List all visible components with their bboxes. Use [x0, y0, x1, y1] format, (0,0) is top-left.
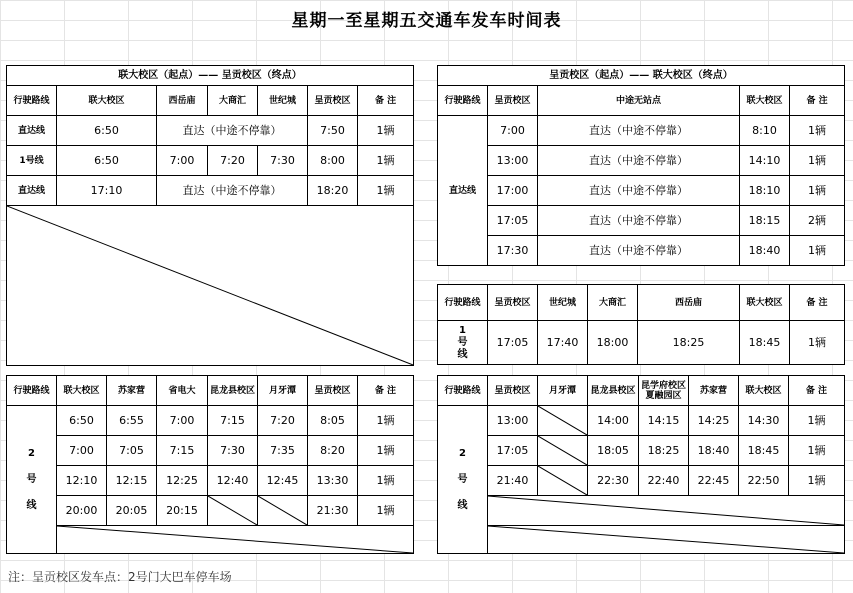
time-cell: 18:20 — [308, 176, 358, 206]
col-header: 行驶路线 — [7, 376, 57, 406]
time-cell: 7:20 — [208, 146, 258, 176]
col-header: 备 注 — [358, 86, 414, 116]
time-cell: 17:05 — [488, 206, 538, 236]
table-row — [7, 176, 414, 206]
time-cell: 20:00 — [57, 496, 107, 526]
time-cell: 7:20 — [258, 406, 308, 436]
no-stop-cell — [208, 496, 258, 526]
route-label-text: 1号线 — [457, 324, 468, 360]
col-header: 世纪城 — [258, 86, 308, 116]
vehicle-count: 1辆 — [358, 176, 414, 206]
vehicle-count: 1辆 — [358, 496, 414, 526]
route-label: 直达线 — [7, 176, 57, 206]
col-header: 备 注 — [358, 376, 414, 406]
route-label: 直达线 — [7, 116, 57, 146]
time-cell: 12:25 — [157, 466, 208, 496]
time-cell: 18:45 — [740, 321, 790, 365]
route-label-text: 2号线 — [26, 447, 37, 511]
table-row — [7, 436, 414, 466]
col-header: 行驶路线 — [438, 376, 488, 406]
time-cell: 12:40 — [208, 466, 258, 496]
time-cell: 17:30 — [488, 236, 538, 266]
table-row — [438, 146, 845, 176]
route-label-text: 2号线 — [457, 447, 468, 511]
col-header: 备 注 — [789, 376, 845, 406]
col-header: 月牙潭 — [258, 376, 308, 406]
time-cell: 22:45 — [689, 466, 739, 496]
col-header: 大商汇 — [588, 285, 638, 321]
vehicle-count: 1辆 — [789, 466, 845, 496]
time-cell: 17:10 — [57, 176, 157, 206]
time-cell: 18:25 — [638, 321, 740, 365]
empty-diagonal-cell — [488, 526, 845, 554]
route-header: 呈贡校区（起点）—— 联大校区（终点） — [438, 66, 845, 86]
time-cell: 7:05 — [107, 436, 157, 466]
table-row — [7, 146, 414, 176]
right-schedule-table — [437, 65, 845, 266]
no-stop-cell — [258, 496, 308, 526]
table-row — [438, 321, 845, 365]
direct-note: 直达（中途不停靠） — [157, 176, 308, 206]
time-cell: 17:05 — [488, 321, 538, 365]
time-cell: 21:30 — [308, 496, 358, 526]
vehicle-count: 1辆 — [790, 236, 845, 266]
route-label: 1号线 — [7, 146, 57, 176]
vehicle-count: 1辆 — [358, 406, 414, 436]
no-stop-cell — [538, 466, 588, 496]
time-cell: 8:10 — [740, 116, 790, 146]
right-line2-table — [437, 375, 845, 554]
vehicle-count: 1辆 — [790, 116, 845, 146]
col-header: 苏家营 — [107, 376, 157, 406]
route-label — [438, 406, 488, 554]
left-line2-table — [6, 375, 414, 554]
time-cell: 17:00 — [488, 176, 538, 206]
col-header: 西岳庙 — [157, 86, 208, 116]
direct-note: 直达（中途不停靠） — [538, 176, 740, 206]
time-cell: 6:55 — [107, 406, 157, 436]
time-cell: 7:00 — [157, 146, 208, 176]
col-header: 联大校区 — [739, 376, 789, 406]
col-header: 行驶路线 — [7, 86, 57, 116]
route-label — [438, 321, 488, 365]
time-cell: 22:30 — [588, 466, 639, 496]
time-cell: 14:15 — [639, 406, 689, 436]
time-cell: 18:15 — [740, 206, 790, 236]
table-row — [7, 496, 414, 526]
direct-note: 直达（中途不停靠） — [538, 146, 740, 176]
table-row — [438, 466, 845, 496]
col-header: 呈贡校区 — [308, 376, 358, 406]
table-row — [438, 436, 845, 466]
time-cell: 18:45 — [739, 436, 789, 466]
time-cell: 8:00 — [308, 146, 358, 176]
table-row — [7, 466, 414, 496]
time-cell: 8:05 — [308, 406, 358, 436]
time-cell: 18:00 — [588, 321, 638, 365]
col-header: 昆学府校区夏融园区 — [639, 376, 689, 406]
time-cell: 13:00 — [488, 146, 538, 176]
time-cell: 14:00 — [588, 406, 639, 436]
direct-note: 直达（中途不停靠） — [538, 206, 740, 236]
time-cell: 7:00 — [57, 436, 107, 466]
time-cell: 14:10 — [740, 146, 790, 176]
time-cell: 12:10 — [57, 466, 107, 496]
col-header: 联大校区 — [740, 285, 790, 321]
time-cell: 7:15 — [157, 436, 208, 466]
empty-diagonal-cell — [57, 526, 414, 554]
col-header: 备 注 — [790, 285, 845, 321]
time-cell: 12:45 — [258, 466, 308, 496]
table-row — [438, 116, 845, 146]
col-header: 联大校区 — [57, 86, 157, 116]
col-header: 苏家营 — [689, 376, 739, 406]
vehicle-count: 1辆 — [790, 321, 845, 365]
col-header: 中途无站点 — [538, 86, 740, 116]
col-header: 月牙潭 — [538, 376, 588, 406]
time-cell: 18:40 — [689, 436, 739, 466]
time-cell: 7:50 — [308, 116, 358, 146]
table-row — [438, 406, 845, 436]
time-cell: 7:00 — [157, 406, 208, 436]
no-stop-cell — [538, 406, 588, 436]
left-schedule-table — [6, 65, 414, 366]
no-stop-cell — [538, 436, 588, 466]
page-title: 星期一至星期五交通车发车时间表 — [291, 11, 562, 31]
time-cell: 13:30 — [308, 466, 358, 496]
vehicle-count: 1辆 — [790, 176, 845, 206]
col-header: 省电大 — [157, 376, 208, 406]
table-row — [7, 116, 414, 146]
time-cell: 6:50 — [57, 406, 107, 436]
col-header: 呈贡校区 — [488, 285, 538, 321]
time-cell: 18:05 — [588, 436, 639, 466]
col-header: 世纪城 — [538, 285, 588, 321]
time-cell: 12:15 — [107, 466, 157, 496]
time-cell: 20:15 — [157, 496, 208, 526]
route-label — [7, 406, 57, 554]
col-header: 呈贡校区 — [488, 86, 538, 116]
vehicle-count: 1辆 — [358, 436, 414, 466]
time-cell: 6:50 — [57, 116, 157, 146]
col-header: 昆龙县校区 — [208, 376, 258, 406]
time-cell: 22:40 — [639, 466, 689, 496]
vehicle-count: 2辆 — [790, 206, 845, 236]
col-header: 西岳庙 — [638, 285, 740, 321]
time-cell: 17:05 — [488, 436, 538, 466]
time-cell: 18:25 — [639, 436, 689, 466]
col-header: 呈贡校区 — [488, 376, 538, 406]
direct-note: 直达（中途不停靠） — [538, 236, 740, 266]
time-cell: 7:15 — [208, 406, 258, 436]
col-header: 行驶路线 — [438, 285, 488, 321]
vehicle-count: 1辆 — [790, 146, 845, 176]
time-cell: 7:00 — [488, 116, 538, 146]
time-cell: 7:30 — [208, 436, 258, 466]
col-header: 呈贡校区 — [308, 86, 358, 116]
vehicle-count: 1辆 — [358, 146, 414, 176]
route-header: 联大校区（起点）—— 呈贡校区（终点） — [7, 66, 414, 86]
table-row — [438, 206, 845, 236]
time-cell: 7:30 — [258, 146, 308, 176]
col-header: 联大校区 — [740, 86, 790, 116]
time-cell: 6:50 — [57, 146, 157, 176]
vehicle-count: 1辆 — [358, 116, 414, 146]
table-row — [438, 236, 845, 266]
table-row — [7, 406, 414, 436]
route-label: 直达线 — [438, 116, 488, 266]
col-header: 备 注 — [790, 86, 845, 116]
time-cell: 21:40 — [488, 466, 538, 496]
col-header: 大商汇 — [208, 86, 258, 116]
time-cell: 8:20 — [308, 436, 358, 466]
empty-diagonal-cell — [7, 206, 414, 366]
table-row — [438, 176, 845, 206]
direct-note: 直达（中途不停靠） — [157, 116, 308, 146]
time-cell: 17:40 — [538, 321, 588, 365]
direct-note: 直达（中途不停靠） — [538, 116, 740, 146]
time-cell: 22:50 — [739, 466, 789, 496]
empty-diagonal-cell — [488, 496, 845, 526]
time-cell: 13:00 — [488, 406, 538, 436]
time-cell: 18:10 — [740, 176, 790, 206]
col-header: 行驶路线 — [438, 86, 488, 116]
time-cell: 7:35 — [258, 436, 308, 466]
col-header: 联大校区 — [57, 376, 107, 406]
time-cell: 14:25 — [689, 406, 739, 436]
time-cell: 18:40 — [740, 236, 790, 266]
col-header: 昆龙县校区 — [588, 376, 639, 406]
time-cell: 20:05 — [107, 496, 157, 526]
vehicle-count: 1辆 — [789, 406, 845, 436]
time-cell: 14:30 — [739, 406, 789, 436]
right-line1-table — [437, 284, 845, 365]
vehicle-count: 1辆 — [358, 466, 414, 496]
vehicle-count: 1辆 — [789, 436, 845, 466]
footnote: 注：呈贡校区发车点：2号门大巴车停车场 — [8, 570, 232, 584]
